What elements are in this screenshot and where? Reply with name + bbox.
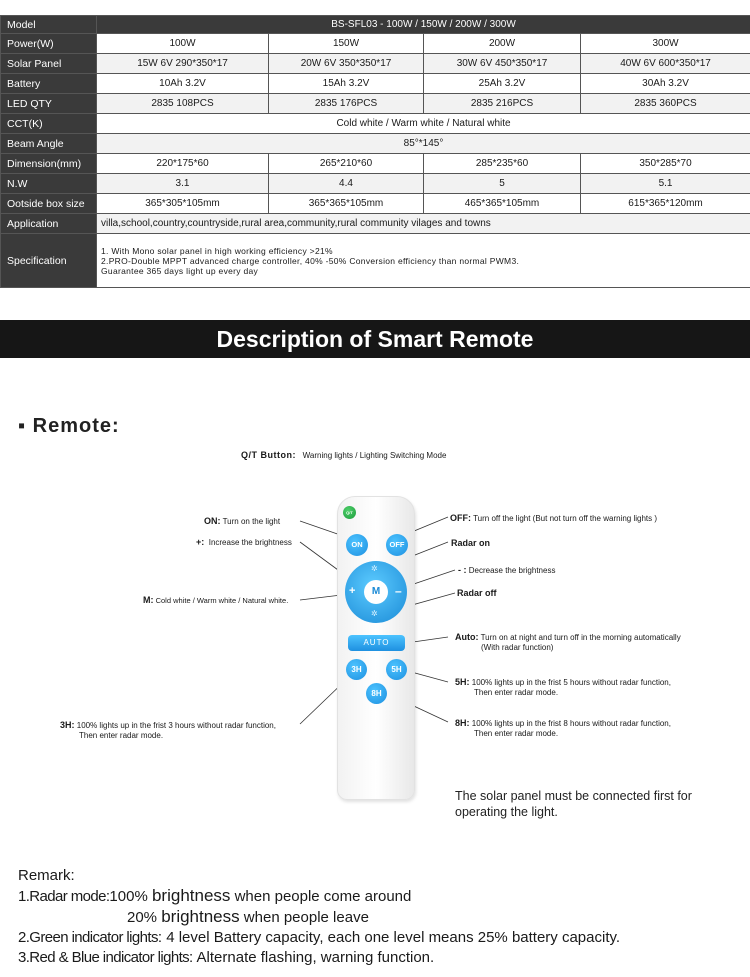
table-cell: 40W 6V 600*350*17 bbox=[581, 54, 750, 74]
auto-button[interactable]: AUTO bbox=[348, 635, 405, 651]
remark-key: 2.Green indicator lights bbox=[18, 929, 158, 946]
row-label: CCT(K) bbox=[1, 114, 97, 134]
row-label: Application bbox=[1, 214, 97, 234]
annotation-3h bbox=[60, 720, 276, 741]
table-cell: 265*210*60 bbox=[269, 154, 424, 174]
table-cell: 220*175*60 bbox=[97, 154, 269, 174]
remark-pct: 20% bbox=[127, 909, 162, 926]
solar-panel-note bbox=[455, 788, 692, 820]
annotation-key: OFF: bbox=[450, 513, 471, 523]
row-label: Specification bbox=[1, 234, 97, 288]
row-label: Model bbox=[1, 16, 97, 34]
specification-text bbox=[97, 234, 750, 288]
row-label: Solar Panel bbox=[1, 54, 97, 74]
table-cell: 2835 216PCS bbox=[424, 94, 581, 114]
table-cell: 100W bbox=[97, 34, 269, 54]
spec-line: Guarantee 365 days light up every day bbox=[101, 265, 259, 276]
annotation-key: Q/T Button: bbox=[241, 450, 296, 460]
table-row-nw bbox=[1, 174, 750, 194]
annotation-minus bbox=[458, 565, 555, 576]
row-label: Ootside box size bbox=[1, 194, 97, 214]
spec-line: 1. With Mono solar panel in high working efficiency >21% bbox=[101, 245, 333, 256]
table-row-solar-panel bbox=[1, 54, 750, 74]
section-banner: Description of Smart Remote bbox=[0, 320, 750, 358]
note-line: The solar panel must be connected first for bbox=[455, 789, 692, 803]
remote-heading: ▪ Remote: bbox=[18, 415, 120, 437]
annotation-key: Auto: bbox=[455, 632, 479, 642]
row-label: Power(W) bbox=[1, 34, 97, 54]
table-cell: 15W 6V 290*350*17 bbox=[97, 54, 269, 74]
annotation-key: Radar on bbox=[451, 538, 491, 548]
table-row-specification bbox=[1, 234, 750, 288]
annotation-qt bbox=[241, 450, 446, 461]
annotation-key: 8H: bbox=[455, 718, 470, 728]
m-button[interactable]: M bbox=[364, 580, 388, 604]
on-button[interactable]: ON bbox=[346, 534, 368, 556]
remark-text: : 4 level Battery capacity, each one level means 25% battery capacity. bbox=[157, 929, 621, 946]
annotation-auto bbox=[455, 632, 681, 653]
table-row-battery bbox=[1, 74, 750, 94]
table-cell: 2835 176PCS bbox=[269, 94, 424, 114]
table-cell: 4.4 bbox=[269, 174, 424, 194]
minus-button[interactable]: – bbox=[395, 584, 402, 598]
annotation-text: 100% lights up in the frist 5 hours without radar function, bbox=[471, 678, 671, 687]
table-row-application bbox=[1, 214, 750, 234]
row-label: LED QTY bbox=[1, 94, 97, 114]
table-row-cct bbox=[1, 114, 750, 134]
remark-key: 1.Radar mode: bbox=[18, 888, 110, 905]
table-cell: 285*235*60 bbox=[424, 154, 581, 174]
annotation-key: 5H: bbox=[455, 677, 470, 687]
table-cell: 300W bbox=[581, 34, 750, 54]
table-row-beam-angle bbox=[1, 134, 750, 154]
table-row-model bbox=[1, 16, 750, 34]
remark-emphasis: brightness bbox=[161, 907, 240, 926]
table-cell: 15Ah 3.2V bbox=[269, 74, 424, 94]
plus-button[interactable]: + bbox=[349, 585, 356, 597]
table-cell: 2835 108PCS bbox=[97, 94, 269, 114]
remark-key: 3.Red & Blue indicator lights bbox=[18, 949, 190, 966]
table-cell: 150W bbox=[269, 34, 424, 54]
radar-on-icon[interactable]: ✲ bbox=[371, 564, 378, 573]
table-cell: 5.1 bbox=[581, 174, 750, 194]
annotation-text: Turn on the light bbox=[222, 517, 281, 526]
row-label: Dimension(mm) bbox=[1, 154, 97, 174]
annotation-8h bbox=[455, 718, 671, 739]
annotation-key: 3H: bbox=[60, 720, 75, 730]
5h-button[interactable]: 5H bbox=[386, 659, 407, 680]
annotation-off bbox=[450, 513, 657, 524]
annotation-text: Increase the brightness bbox=[208, 538, 292, 547]
table-cell: 200W bbox=[424, 34, 581, 54]
table-cell: 365*305*105mm bbox=[97, 194, 269, 214]
annotation-text: 100% lights up in the frist 3 hours without radar function, bbox=[76, 721, 276, 730]
remark-title: Remark: bbox=[18, 867, 75, 884]
annotation-text: Then enter radar mode. bbox=[474, 688, 559, 697]
remark-line-1 bbox=[18, 886, 620, 907]
table-cell: 30W 6V 450*350*17 bbox=[424, 54, 581, 74]
annotation-key: ON: bbox=[204, 516, 221, 526]
table-cell: 465*365*105mm bbox=[424, 194, 581, 214]
remark-emphasis: brightness bbox=[151, 886, 231, 905]
annotation-radar-on bbox=[451, 538, 490, 549]
annotation-text: (With radar function) bbox=[481, 643, 554, 652]
row-label: N.W bbox=[1, 174, 97, 194]
remark-pct: 100% bbox=[109, 888, 152, 905]
table-row-power bbox=[1, 34, 750, 54]
remark-line-3 bbox=[18, 928, 620, 948]
table-cell: 30Ah 3.2V bbox=[581, 74, 750, 94]
annotation-radar-off bbox=[457, 588, 497, 599]
annotation-key: M: bbox=[143, 595, 154, 605]
annotation-5h bbox=[455, 677, 671, 698]
spec-line: 2.PRO-Double MPPT advanced charge controller, 40% -50% Conversion efficiency than normal PWM3. bbox=[101, 255, 520, 266]
table-cell: 2835 360PCS bbox=[581, 94, 750, 114]
spec-table bbox=[0, 15, 750, 288]
table-row-dimension bbox=[1, 154, 750, 174]
annotation-key: - : bbox=[458, 565, 467, 575]
remark-text: : Alternate flashing, warning function. bbox=[189, 949, 435, 966]
table-cell: 10Ah 3.2V bbox=[97, 74, 269, 94]
8h-button[interactable]: 8H bbox=[366, 683, 387, 704]
table-cell: 25Ah 3.2V bbox=[424, 74, 581, 94]
table-cell: villa,school,country,countryside,rural area,community,rural community vilages and towns bbox=[97, 214, 750, 234]
annotation-key: Radar off bbox=[457, 588, 497, 598]
annotation-text: Turn off the light (But not turn off the warning lights ) bbox=[473, 514, 658, 523]
annotation-on bbox=[204, 516, 280, 527]
table-cell: Cold white / Warm white / Natural white bbox=[97, 114, 750, 134]
annotation-m bbox=[143, 595, 288, 606]
remark-section bbox=[18, 866, 620, 968]
table-cell: 350*285*70 bbox=[581, 154, 750, 174]
table-cell: 365*365*105mm bbox=[269, 194, 424, 214]
remark-line-2 bbox=[18, 907, 620, 928]
radar-off-icon[interactable]: ✲ bbox=[371, 609, 378, 618]
qt-button[interactable]: Q/T bbox=[343, 506, 356, 519]
remark-line-4 bbox=[18, 948, 620, 968]
annotation-key: +: bbox=[196, 537, 205, 547]
row-label: Beam Angle bbox=[1, 134, 97, 154]
annotation-text: Cold white / Warm white / Natural white. bbox=[155, 596, 289, 605]
remark-text: when people come around bbox=[230, 888, 412, 905]
table-cell: 615*365*120mm bbox=[581, 194, 750, 214]
table-cell: 5 bbox=[424, 174, 581, 194]
table-cell: 85°*145° bbox=[97, 134, 750, 154]
3h-button[interactable]: 3H bbox=[346, 659, 367, 680]
annotation-text: Then enter radar mode. bbox=[79, 731, 164, 740]
table-cell: 3.1 bbox=[97, 174, 269, 194]
annotation-text: Turn on at night and turn off in the morning automatically bbox=[480, 633, 681, 642]
remark-text: when people leave bbox=[239, 909, 369, 926]
annotation-plus bbox=[196, 537, 292, 548]
annotation-text: 100% lights up in the frist 8 hours without radar function, bbox=[471, 719, 671, 728]
annotation-text: Warning lights / Lighting Switching Mode bbox=[302, 451, 447, 460]
table-row-box-size bbox=[1, 194, 750, 214]
annotation-text: Decrease the brightness bbox=[468, 566, 556, 575]
table-row-led-qty bbox=[1, 94, 750, 114]
note-line: operating the light. bbox=[455, 805, 558, 819]
model-value: BS-SFL03 - 100W / 150W / 200W / 300W bbox=[97, 16, 750, 34]
annotation-text: Then enter radar mode. bbox=[474, 729, 559, 738]
off-button[interactable]: OFF bbox=[386, 534, 408, 556]
table-cell: 20W 6V 350*350*17 bbox=[269, 54, 424, 74]
row-label: Battery bbox=[1, 74, 97, 94]
